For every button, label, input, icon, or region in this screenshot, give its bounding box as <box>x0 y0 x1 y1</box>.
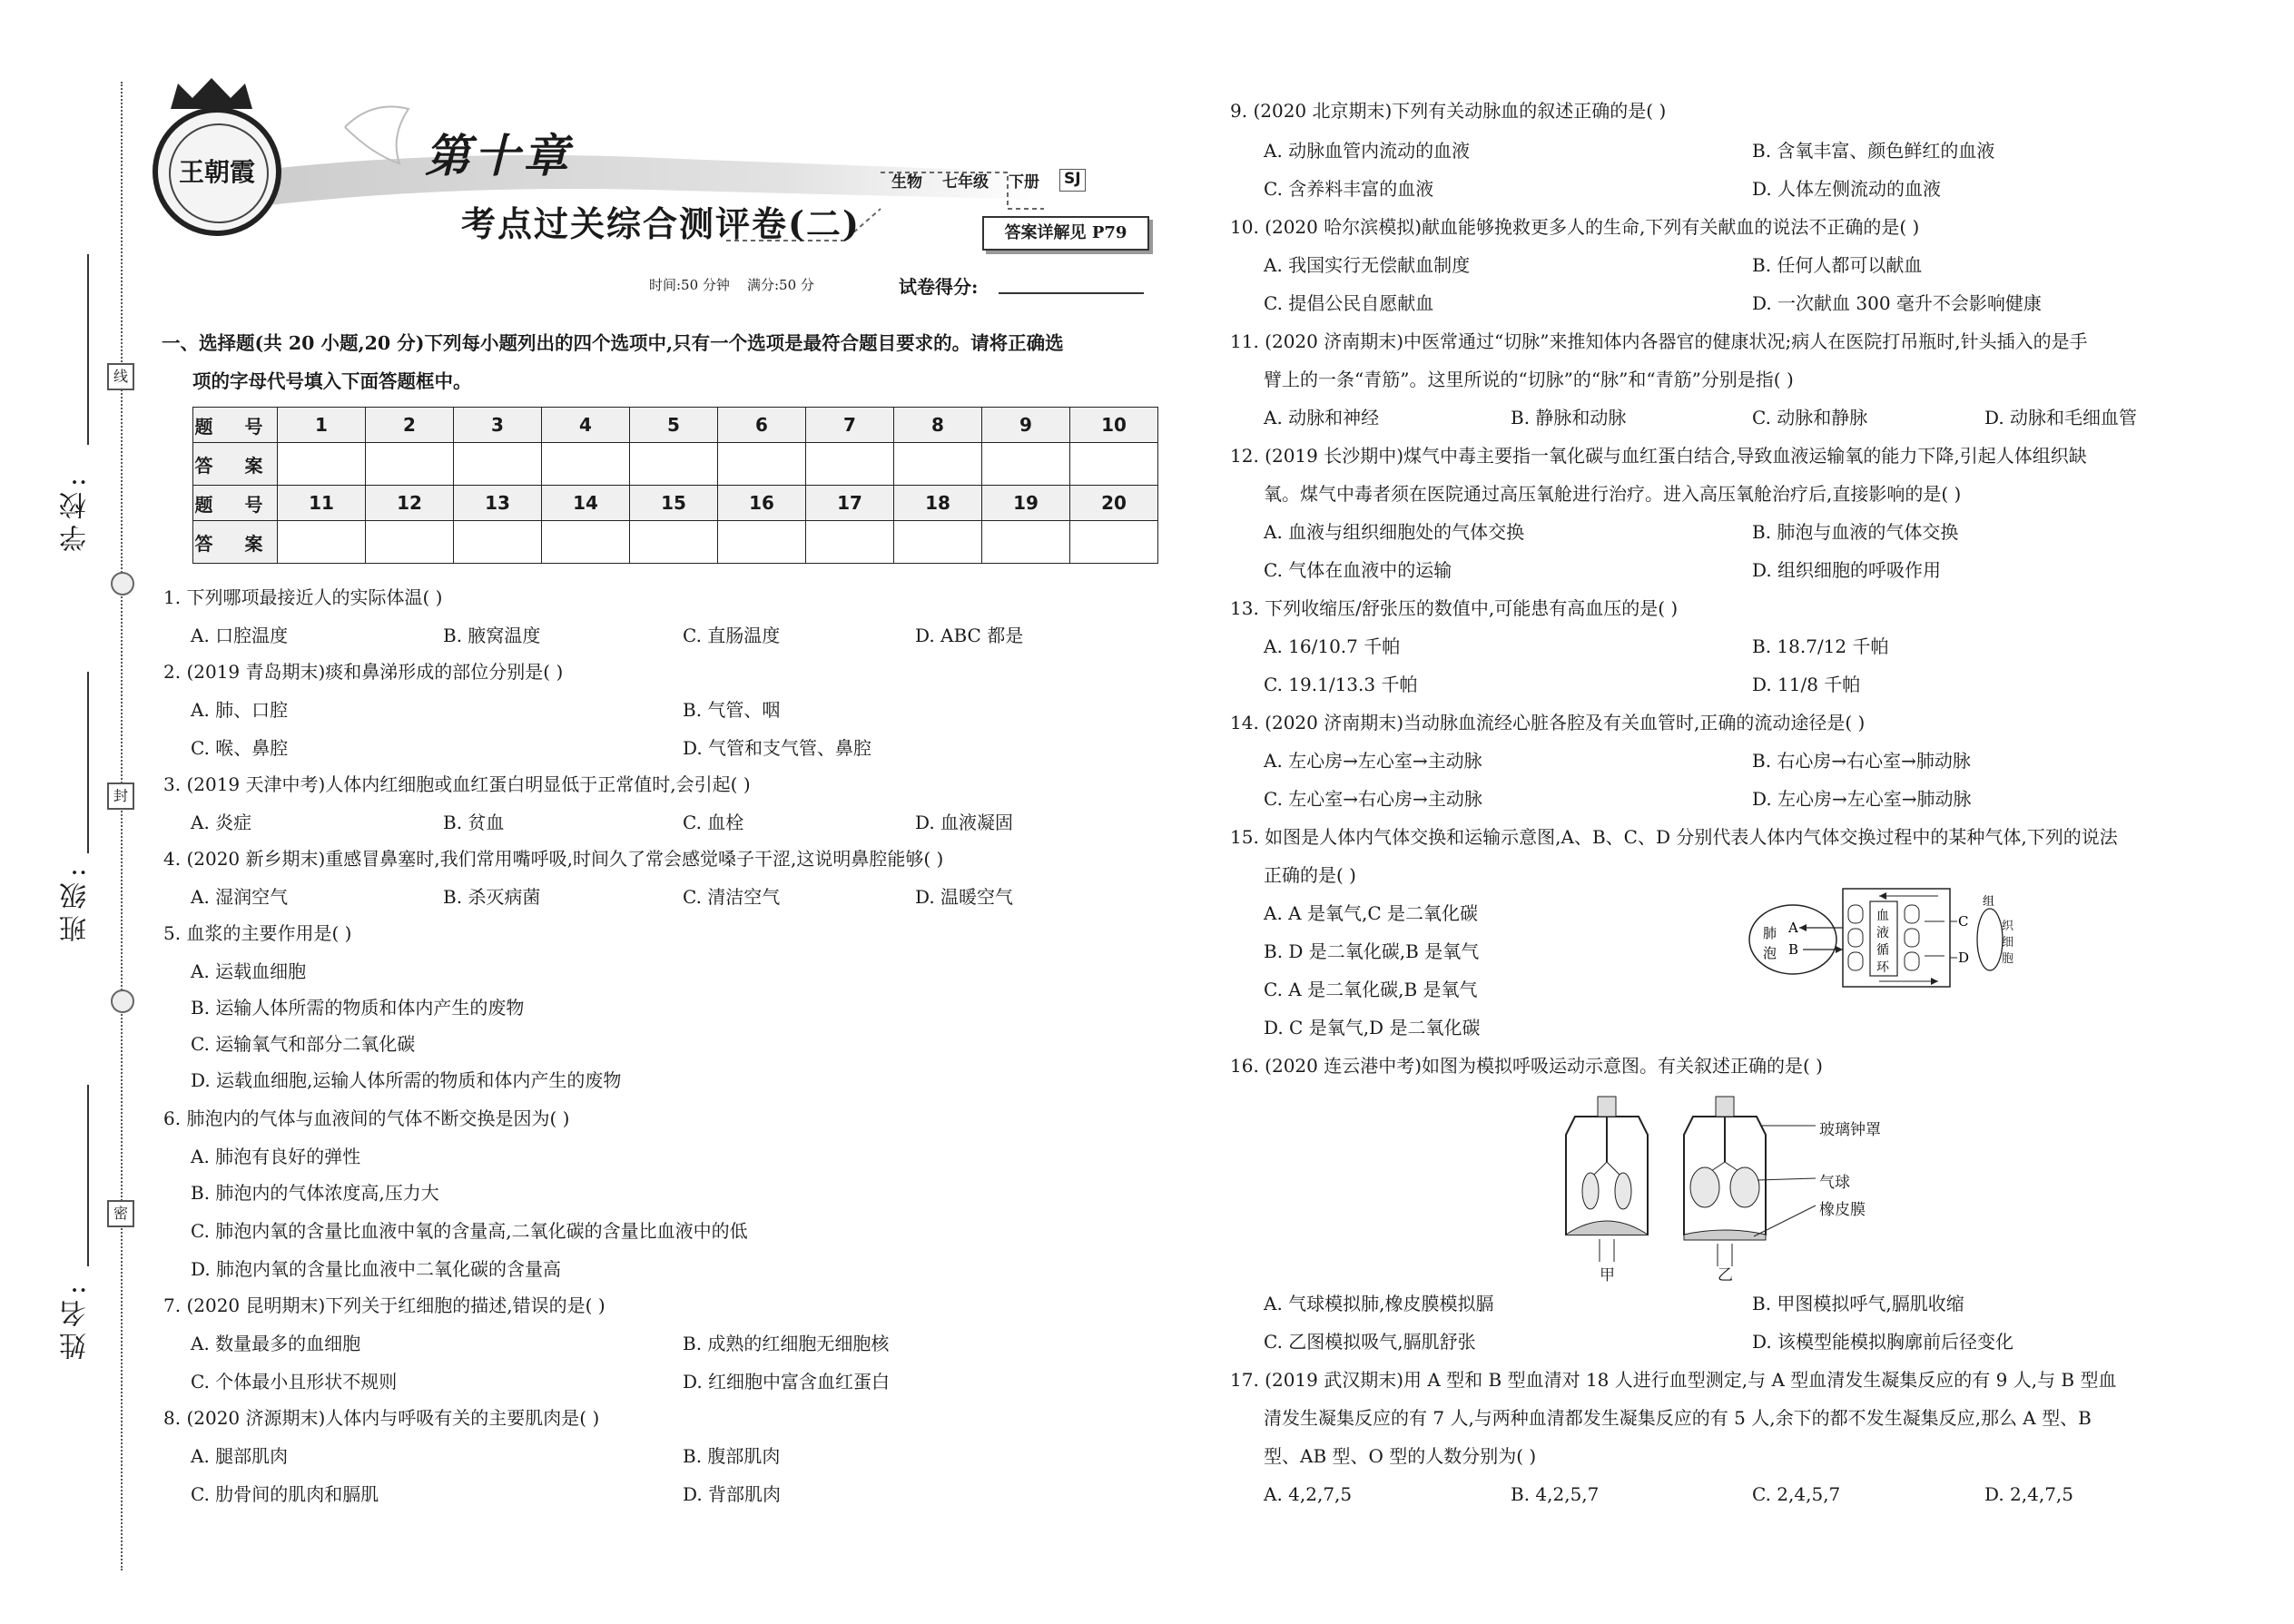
q13-option-a[interactable]: A. 16/10.7 千帕 <box>1264 635 1401 657</box>
qnum-cell: 18 <box>894 486 982 521</box>
answer-cell[interactable] <box>718 443 806 486</box>
tissue-char-1: 组 <box>1983 895 1995 909</box>
question-1-stem: 1. 下列哪项最接近人的实际体温( ) <box>163 586 443 608</box>
gas-exchange-diagram <box>1743 885 2015 994</box>
q10-option-c[interactable]: C. 提倡公民自愿献血 <box>1264 292 1434 314</box>
qnum-cell: 15 <box>630 486 718 521</box>
q11-option-b[interactable]: B. 静脉和动脉 <box>1511 407 1627 428</box>
figure-jia-label: 甲 <box>1600 1266 1615 1284</box>
q6-option-a[interactable]: A. 肺泡有良好的弹性 <box>191 1146 361 1167</box>
question-15-stem-cont: 正确的是( ) <box>1264 864 1356 886</box>
bell-jar-label: 玻璃钟罩 <box>1819 1121 1881 1139</box>
answer-cell[interactable] <box>278 521 366 564</box>
tissue-cell-label: 织 细 胞 <box>2002 920 2014 966</box>
q5-option-c[interactable]: C. 运输氧气和部分二氧化碳 <box>191 1033 416 1055</box>
q8-option-a[interactable]: A. 腿部肌肉 <box>191 1445 289 1467</box>
q6-option-c[interactable]: C. 肺泡内氧的含量比血液中氧的含量高,二氧化碳的含量比血液中的低 <box>191 1220 748 1242</box>
q11-option-a[interactable]: A. 动脉和神经 <box>1264 407 1380 428</box>
question-8-stem: 8. (2020 济源期末)人体内与呼吸有关的主要肌肉是( ) <box>163 1407 600 1429</box>
q16-option-c[interactable]: C. 乙图模拟吸气,膈肌舒张 <box>1264 1331 1476 1353</box>
school-blank-line[interactable] <box>87 254 89 445</box>
qnum-cell: 3 <box>454 408 542 443</box>
question-4-stem: 4. (2020 新乡期末)重感冒鼻塞时,我们常用嘴呼吸,时间久了常会感觉嗓子干涩,这说明鼻腔能够( ) <box>163 848 944 870</box>
answer-label: 答 案 <box>193 521 278 564</box>
section-intro: 一、选择题(共 20 小题,20 分)下列每小题列出的四个选项中,只有一个选项是最符合题目要求的。请将正确选 <box>162 332 1064 354</box>
q14-option-c[interactable]: C. 左心室→右心房→主动脉 <box>1264 788 1482 810</box>
q17-option-b[interactable]: B. 4,2,5,7 <box>1511 1483 1600 1505</box>
q5-option-a[interactable]: A. 运载血细胞 <box>191 960 307 982</box>
answer-cell[interactable] <box>982 443 1070 486</box>
q14-option-b[interactable]: B. 右心房→右心室→肺动脉 <box>1752 750 1971 772</box>
q3-option-a[interactable]: A. 炎症 <box>191 812 252 833</box>
name-label: 姓名: <box>60 1280 92 1361</box>
score-blank[interactable] <box>999 292 1144 294</box>
q15-option-b[interactable]: B. D 是二氧化碳,B 是氧气 <box>1264 940 1480 962</box>
qnum-cell: 2 <box>366 408 454 443</box>
answer-cell[interactable] <box>718 521 806 564</box>
qnum-cell: 4 <box>542 408 630 443</box>
q16-option-a[interactable]: A. 气球模拟肺,橡皮膜模拟膈 <box>1264 1293 1494 1314</box>
score-label: 试卷得分: <box>899 276 979 298</box>
binding-hole-mark <box>111 572 134 595</box>
answer-cell[interactable] <box>1070 443 1158 486</box>
q2-option-a[interactable]: A. 肺、口腔 <box>191 699 289 721</box>
q12-option-b[interactable]: B. 肺泡与血液的气体交换 <box>1752 521 1959 543</box>
q8-option-c[interactable]: C. 肋骨间的肌肉和膈肌 <box>191 1483 379 1505</box>
q3-option-d[interactable]: D. 血液凝固 <box>915 812 1014 833</box>
q1-option-a[interactable]: A. 口腔温度 <box>191 625 289 646</box>
q13-option-c[interactable]: C. 19.1/13.3 千帕 <box>1264 674 1418 695</box>
qnum-cell: 1 <box>278 408 366 443</box>
qnum-cell: 12 <box>366 486 454 521</box>
edition-tag: SJ <box>1059 169 1086 192</box>
q6-option-b[interactable]: B. 肺泡内的气体浓度高,压力大 <box>191 1182 439 1204</box>
answer-cell[interactable] <box>542 521 630 564</box>
question-3-stem: 3. (2019 天津中考)人体内红细胞或血红蛋白明显低于正常值时,会引起( ) <box>163 773 751 795</box>
seal-char-mi: 密 <box>107 1200 134 1227</box>
question-17-stem: 17. (2019 武汉期末)用 A 型和 B 型血清对 18 人进行血型测定,与 A 型血清发生凝集反应的有 9 人,与 B 型血 <box>1230 1369 2117 1391</box>
question-15-stem: 15. 如图是人体内气体交换和运输示意图,A、B、C、D 分别代表人体内气体交换过程中的某种气体,下列的说法 <box>1230 826 2118 848</box>
answer-cell[interactable] <box>366 521 454 564</box>
figure-yi-label: 乙 <box>1718 1266 1733 1284</box>
q5-option-d[interactable]: D. 运载血细胞,运输人体所需的物质和体内产生的废物 <box>191 1069 622 1091</box>
q9-option-c[interactable]: C. 含养料丰富的血液 <box>1264 178 1434 200</box>
volume-tag: 下册 <box>1009 173 1039 192</box>
q12-option-a[interactable]: A. 血液与组织细胞处的气体交换 <box>1264 521 1525 543</box>
answer-grid <box>192 407 1158 564</box>
q11-option-c[interactable]: C. 动脉和静脉 <box>1752 407 1868 428</box>
q9-option-d[interactable]: D. 人体左侧流动的血液 <box>1752 178 1942 200</box>
q11-option-d[interactable]: D. 动脉和毛细血管 <box>1984 407 2138 428</box>
q13-option-d[interactable]: D. 11/8 千帕 <box>1752 674 1861 695</box>
q4-option-d[interactable]: D. 温暖空气 <box>915 886 1014 908</box>
q1-option-b[interactable]: B. 腋窝温度 <box>443 625 541 646</box>
binding-hole-mark <box>111 989 134 1013</box>
seal-char-xian: 线 <box>107 363 134 390</box>
q4-option-b[interactable]: B. 杀灭病菌 <box>443 886 541 908</box>
q17-option-a[interactable]: A. 4,2,7,5 <box>1264 1483 1353 1505</box>
q17-option-d[interactable]: D. 2,4,7,5 <box>1984 1483 2074 1505</box>
lung-label-2: 泡 <box>1763 945 1777 961</box>
answer-cell[interactable] <box>894 443 982 486</box>
qnum-cell: 13 <box>454 486 542 521</box>
q3-option-c[interactable]: C. 血栓 <box>683 812 744 833</box>
q1-option-c[interactable]: C. 直肠温度 <box>683 625 781 646</box>
gas-d-label: D <box>1958 950 1970 966</box>
answer-cell[interactable] <box>806 443 894 486</box>
q1-option-d[interactable]: D. ABC 都是 <box>915 625 1024 646</box>
qnum-cell: 14 <box>542 486 630 521</box>
question-17-stem-cont: 清发生凝集反应的有 7 人,与两种血清都发生凝集反应的有 5 人,余下的都不发生凝集反应,那么 A 型、B <box>1264 1407 2092 1429</box>
question-7-stem: 7. (2020 昆明期末)下列关于红细胞的描述,错误的是( ) <box>163 1294 605 1316</box>
qnum-cell: 11 <box>278 486 366 521</box>
question-12-stem-cont: 氧。煤气中毒者须在医院通过高压氧舱进行治疗。进入高压氧舱治疗后,直接影响的是( ) <box>1264 483 1962 505</box>
blood-char-2: 液 <box>1876 926 1889 940</box>
question-12-stem: 12. (2019 长沙期中)煤气中毒主要指一氧化碳与血红蛋白结合,导致血液运输氧的能力下降,引起人体组织缺 <box>1230 445 2087 467</box>
answer-cell[interactable] <box>806 521 894 564</box>
q2-option-c[interactable]: C. 喉、鼻腔 <box>191 737 289 759</box>
qnum-cell: 7 <box>806 408 894 443</box>
q16-option-b[interactable]: B. 甲图模拟呼气,膈肌收缩 <box>1752 1293 1964 1314</box>
qnum-cell: 5 <box>630 408 718 443</box>
q14-option-a[interactable]: A. 左心房→左心室→主动脉 <box>1264 750 1482 772</box>
section-intro-cont: 项的字母代号填入下面答题框中。 <box>192 370 472 392</box>
subject-tag: 生物 <box>891 173 922 192</box>
blood-char-1: 血 <box>1876 909 1889 923</box>
qnum-cell: 10 <box>1070 408 1158 443</box>
qnum-cell: 19 <box>982 486 1070 521</box>
question-11-stem: 11. (2020 济南期末)中医常通过“切脉”来推知体内各器官的健康状况;病人在医院打吊瓶时,针头插入的是手 <box>1230 330 2088 352</box>
q12-option-c[interactable]: C. 气体在血液中的运输 <box>1264 559 1452 581</box>
question-13-stem: 13. 下列收缩压/舒张压的数值中,可能患有高血压的是( ) <box>1230 597 1679 619</box>
gas-b-label: B <box>1788 941 1799 958</box>
answer-cell[interactable] <box>630 521 718 564</box>
publisher-logo: 王朝霞 <box>153 107 281 236</box>
chapter-title: 第十章 <box>425 129 572 182</box>
answer-cell[interactable] <box>366 443 454 486</box>
q15-option-a[interactable]: A. A 是氧气,C 是二氧化碳 <box>1264 902 1478 924</box>
row-label: 题 号 <box>193 486 278 521</box>
question-17-stem-cont2: 型、AB 型、O 型的人数分别为( ) <box>1264 1445 1537 1467</box>
balloon-label: 气球 <box>1819 1174 1850 1192</box>
answer-cell[interactable] <box>630 443 718 486</box>
q2-option-b[interactable]: B. 气管、咽 <box>683 699 781 721</box>
answer-cell[interactable] <box>454 521 542 564</box>
q9-option-a[interactable]: A. 动脉血管内流动的血液 <box>1264 140 1471 162</box>
name-blank-line[interactable] <box>87 1085 89 1266</box>
school-label: 学校: <box>60 472 92 553</box>
crown-icon <box>162 76 261 113</box>
q10-option-a[interactable]: A. 我国实行无偿献血制度 <box>1264 254 1471 276</box>
paper-title: 考点过关综合测评卷(二) <box>461 203 861 244</box>
question-5-stem: 5. 血浆的主要作用是( ) <box>163 922 352 944</box>
q15-option-c[interactable]: C. A 是二氧化碳,B 是氧气 <box>1264 979 1478 1000</box>
q7-option-a[interactable]: A. 数量最多的血细胞 <box>191 1333 361 1354</box>
qnum-cell: 9 <box>982 408 1070 443</box>
rubber-membrane-label: 橡皮膜 <box>1819 1201 1866 1219</box>
blood-char-4: 环 <box>1876 960 1889 975</box>
blood-char-3: 循 <box>1876 943 1889 958</box>
q6-option-d[interactable]: D. 肺泡内氧的含量比血液中二氧化碳的含量高 <box>191 1258 562 1280</box>
q10-option-b[interactable]: B. 任何人都可以献血 <box>1752 254 1923 276</box>
q17-option-c[interactable]: C. 2,4,5,7 <box>1752 1483 1841 1505</box>
q4-option-a[interactable]: A. 湿润空气 <box>191 886 289 908</box>
q7-option-d[interactable]: D. 红细胞中富含血红蛋白 <box>683 1371 891 1393</box>
q14-option-d[interactable]: D. 左心房→左心室→肺动脉 <box>1752 788 1972 810</box>
qnum-cell: 16 <box>718 486 806 521</box>
q4-option-c[interactable]: C. 清洁空气 <box>683 886 781 908</box>
answer-cell[interactable] <box>982 521 1070 564</box>
q16-option-d[interactable]: D. 该模型能模拟胸廓前后径变化 <box>1752 1331 2014 1353</box>
seal-char-feng: 封 <box>107 782 134 810</box>
q9-option-b[interactable]: B. 含氧丰富、颜色鲜红的血液 <box>1752 140 1995 162</box>
q15-option-d[interactable]: D. C 是氧气,D 是二氧化碳 <box>1264 1017 1481 1038</box>
q8-option-d[interactable]: D. 背部肌肉 <box>683 1483 782 1505</box>
gas-c-label: C <box>1958 913 1969 930</box>
answer-reference-box: 答案详解见 P79 <box>982 216 1149 251</box>
q8-option-b[interactable]: B. 腹部肌肉 <box>683 1445 781 1467</box>
class-blank-line[interactable] <box>87 672 89 853</box>
question-9-stem: 9. (2020 北京期末)下列有关动脉血的叙述正确的是( ) <box>1230 100 1667 122</box>
q3-option-b[interactable]: B. 贫血 <box>443 812 505 833</box>
grade-tag: 七年级 <box>942 173 989 192</box>
time-and-score-info: 时间:50 分钟 满分:50 分 <box>649 277 814 293</box>
q5-option-b[interactable]: B. 运输人体所需的物质和体内产生的废物 <box>191 997 525 1019</box>
binding-dotted-line <box>121 82 123 1570</box>
answer-cell[interactable] <box>894 521 982 564</box>
q7-option-c[interactable]: C. 个体最小且形状不规则 <box>191 1371 398 1393</box>
qnum-cell: 20 <box>1070 486 1158 521</box>
question-16-stem: 16. (2020 连云港中考)如图为模拟呼吸运动示意图。有关叙述正确的是( ) <box>1230 1055 1823 1077</box>
qnum-cell: 8 <box>894 408 982 443</box>
class-label: 班级: <box>60 862 92 943</box>
q13-option-b[interactable]: B. 18.7/12 千帕 <box>1752 635 1889 657</box>
qnum-cell: 6 <box>718 408 806 443</box>
row-label: 题 号 <box>193 408 278 443</box>
answer-cell[interactable] <box>454 443 542 486</box>
question-6-stem: 6. 肺泡内的气体与血液间的气体不断交换是因为( ) <box>163 1107 570 1129</box>
subject-tags <box>891 169 1086 192</box>
q7-option-b[interactable]: B. 成熟的红细胞无细胞核 <box>683 1333 890 1354</box>
answer-label: 答 案 <box>193 443 278 486</box>
question-10-stem: 10. (2020 哈尔滨模拟)献血能够挽救更多人的生命,下列有关献血的说法不正确的是( ) <box>1230 216 1920 238</box>
gas-a-label: A <box>1788 920 1798 936</box>
answer-cell[interactable] <box>1070 521 1158 564</box>
qnum-cell: 17 <box>806 486 894 521</box>
answer-cell[interactable] <box>542 443 630 486</box>
q10-option-d[interactable]: D. 一次献血 300 毫升不会影响健康 <box>1752 292 2042 314</box>
q2-option-d[interactable]: D. 气管和支气管、鼻腔 <box>683 737 872 759</box>
question-14-stem: 14. (2020 济南期末)当动脉血流经心脏各腔及有关血管时,正确的流动途径是( ) <box>1230 712 1866 733</box>
q12-option-d[interactable]: D. 组织细胞的呼吸作用 <box>1752 559 1942 581</box>
lung-label: 肺 <box>1763 925 1777 941</box>
question-2-stem: 2. (2019 青岛期末)痰和鼻涕形成的部位分别是( ) <box>163 661 564 683</box>
answer-cell[interactable] <box>278 443 366 486</box>
question-11-stem-cont: 臂上的一条“青筋”。这里所说的“切脉”的“脉”和“青筋”分别是指( ) <box>1264 369 1794 390</box>
